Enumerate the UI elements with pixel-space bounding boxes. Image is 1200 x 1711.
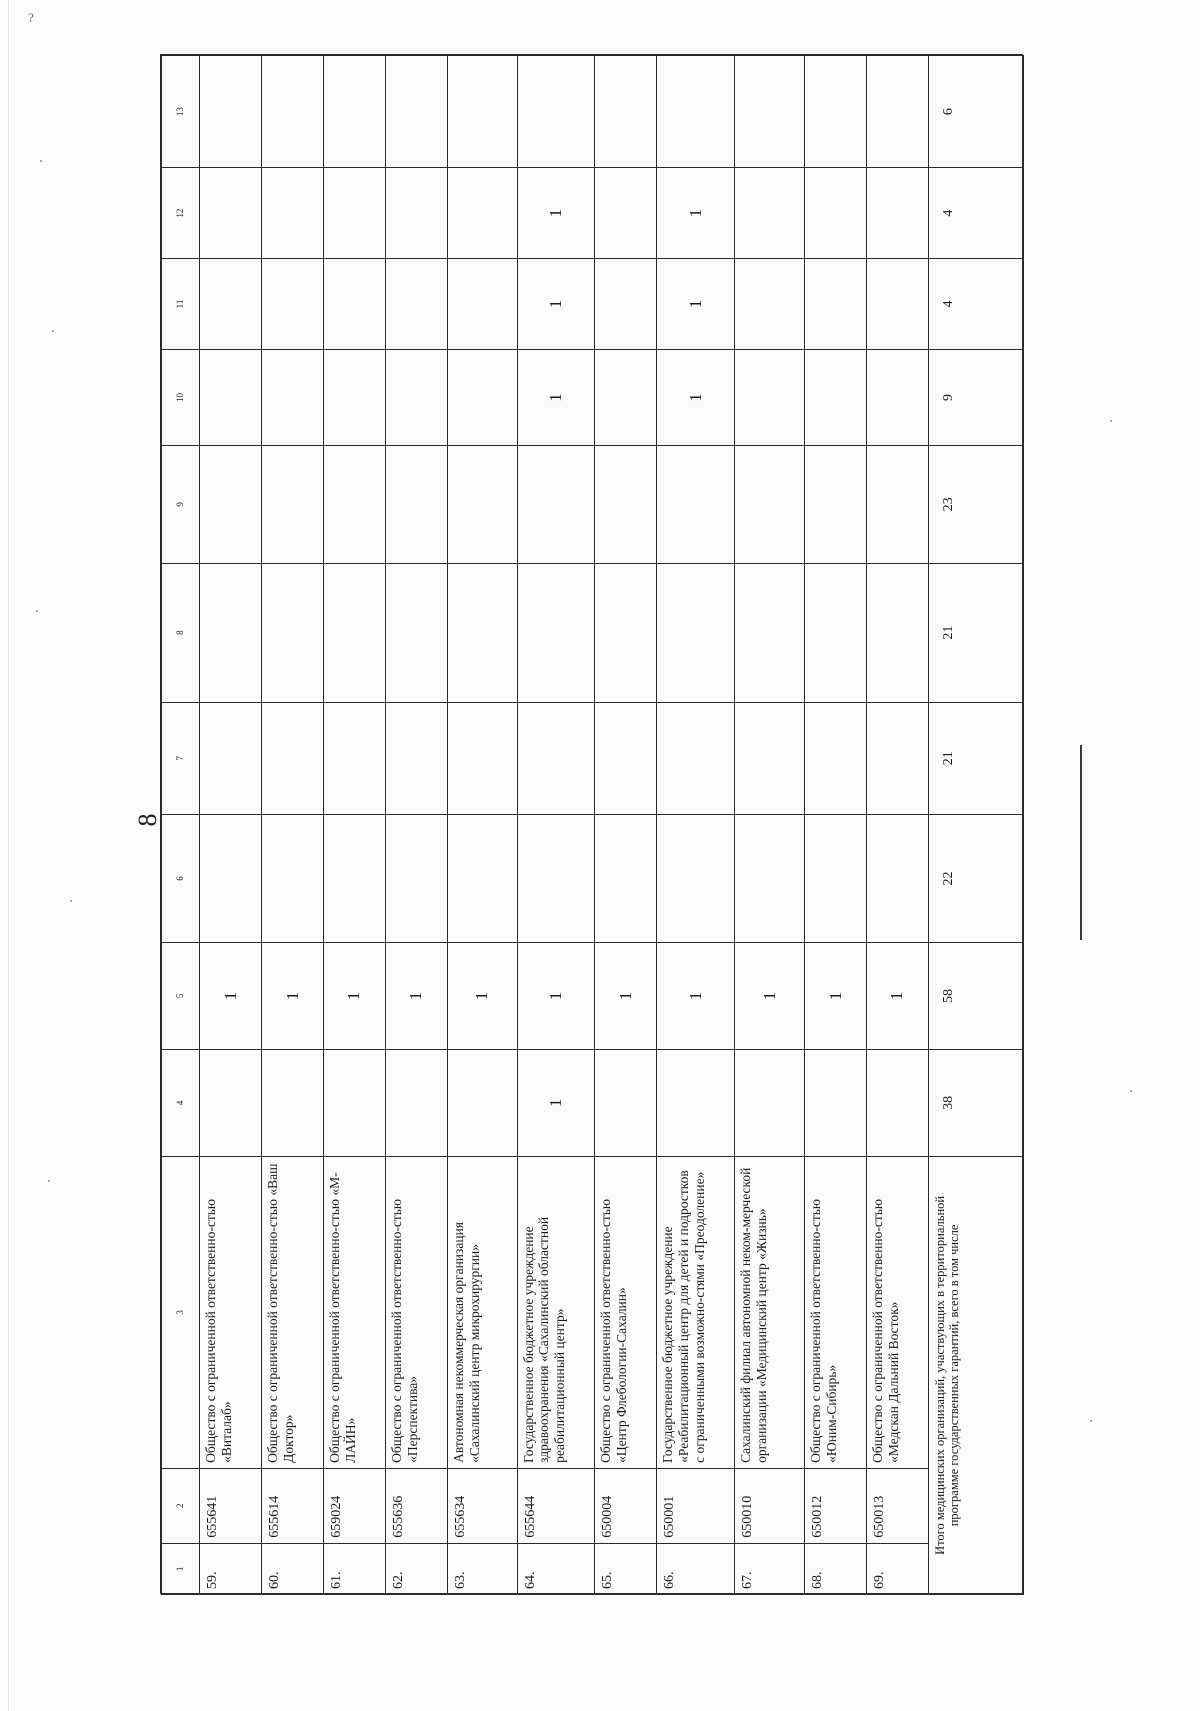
value-cell-col-5: 1	[517, 943, 595, 1050]
rotated-table-frame	[160, 54, 1023, 1594]
org-name-cell: Государственное бюджетное учреждение здравоохранения «Сахалинский областной реабилитационный центр»	[517, 1156, 595, 1468]
row-number-cell: 63.	[447, 1543, 517, 1594]
value-cell-col-4	[200, 1049, 262, 1156]
value-cell-col-5: 1	[447, 943, 517, 1050]
value-cell-col-11	[200, 259, 262, 350]
total-value-col-7: 21	[928, 702, 1023, 814]
total-value-col-5: 58	[928, 943, 1023, 1050]
value-cell-col-6	[735, 814, 805, 942]
value-cell-col-4	[385, 1049, 447, 1156]
total-value-col-12: 4	[928, 168, 1023, 259]
row-number-cell: 61.	[324, 1543, 386, 1594]
value-cell-col-4	[805, 1049, 867, 1156]
column-number-row	[162, 56, 200, 1595]
column-number-cell: 13	[162, 56, 200, 168]
total-value-col-10: 9	[928, 349, 1023, 445]
value-cell-col-11	[805, 259, 867, 350]
value-cell-col-10	[262, 349, 324, 445]
scan-speck	[1090, 1420, 1092, 1422]
org-code-cell: 659024	[324, 1468, 386, 1543]
column-number-cell: 8	[162, 563, 200, 702]
value-cell-col-8	[324, 563, 386, 702]
value-cell-col-5: 1	[385, 943, 447, 1050]
row-number-cell: 68.	[805, 1543, 867, 1594]
value-cell-col-11: 1	[517, 259, 595, 350]
value-cell-col-7	[447, 702, 517, 814]
org-name-cell: Сахалинский филиал автономной неком-мерческой организации «Медицинский центр «Жизнь»	[735, 1156, 805, 1468]
value-cell-col-7	[324, 702, 386, 814]
value-cell-col-8	[866, 563, 928, 702]
table-row	[517, 56, 595, 1595]
value-cell-col-11	[324, 259, 386, 350]
org-code-cell: 655641	[200, 1468, 262, 1543]
value-cell-col-9	[735, 446, 805, 564]
value-cell-col-4	[866, 1049, 928, 1156]
value-cell-col-6	[262, 814, 324, 942]
value-cell-col-6	[324, 814, 386, 942]
value-cell-col-11	[262, 259, 324, 350]
value-cell-col-12: 1	[517, 168, 595, 259]
org-name-cell: Автономная некоммерческая организация «Сахалинский центр микрохирургии»	[447, 1156, 517, 1468]
value-cell-col-5: 1	[262, 943, 324, 1050]
value-cell-col-4: 1	[517, 1049, 595, 1156]
value-cell-col-8	[447, 563, 517, 702]
total-value-col-11: 4	[928, 259, 1023, 350]
value-cell-col-10: 1	[657, 349, 735, 445]
column-number-cell: 1	[162, 1543, 200, 1594]
value-cell-col-7	[657, 702, 735, 814]
scan-speck	[1130, 1090, 1132, 1092]
value-cell-col-10	[595, 349, 657, 445]
org-code-cell: 650010	[735, 1468, 805, 1543]
total-value-col-6: 22	[928, 814, 1023, 942]
value-cell-col-9	[447, 446, 517, 564]
org-name-cell: Общество с ограниченной ответственно-стью «Юним-Сибирь»	[805, 1156, 867, 1468]
table-row	[262, 56, 324, 1595]
org-code-cell: 655644	[517, 1468, 595, 1543]
value-cell-col-13	[517, 56, 595, 168]
value-cell-col-10	[324, 349, 386, 445]
table-row	[657, 56, 735, 1595]
value-cell-col-12	[735, 168, 805, 259]
value-cell-col-12: 1	[657, 168, 735, 259]
value-cell-col-10	[866, 349, 928, 445]
value-cell-col-11	[735, 259, 805, 350]
value-cell-col-8	[805, 563, 867, 702]
value-cell-col-9	[595, 446, 657, 564]
row-number-cell: 59.	[200, 1543, 262, 1594]
value-cell-col-5: 1	[805, 943, 867, 1050]
value-cell-col-8	[517, 563, 595, 702]
row-number-cell: 60.	[262, 1543, 324, 1594]
value-cell-col-13	[262, 56, 324, 168]
org-name-cell: Общество с ограниченной ответственно-стью «Центр Флебологии-Сахалин»	[595, 1156, 657, 1468]
column-number-cell: 12	[162, 168, 200, 259]
value-cell-col-8	[735, 563, 805, 702]
total-value-col-4: 38	[928, 1049, 1023, 1156]
value-cell-col-10	[385, 349, 447, 445]
value-cell-col-11	[385, 259, 447, 350]
value-cell-col-13	[866, 56, 928, 168]
org-name-cell: Общество с ограниченной ответственно-стью «Медскан Дальний Восток»	[866, 1156, 928, 1468]
row-number-cell: 64.	[517, 1543, 595, 1594]
value-cell-col-12	[805, 168, 867, 259]
value-cell-col-9	[324, 446, 386, 564]
value-cell-col-7	[517, 702, 595, 814]
organizations-table	[161, 55, 1024, 1595]
scan-edge-line	[8, 0, 9, 1711]
value-cell-col-12	[447, 168, 517, 259]
value-cell-col-6	[866, 814, 928, 942]
value-cell-col-4	[595, 1049, 657, 1156]
total-value-col-8: 21	[928, 563, 1023, 702]
value-cell-col-11: 1	[657, 259, 735, 350]
total-value-col-9: 23	[928, 446, 1023, 564]
scan-speck	[1110, 420, 1112, 422]
scan-speck	[52, 330, 54, 332]
value-cell-col-5: 1	[657, 943, 735, 1050]
value-cell-col-13	[200, 56, 262, 168]
table-row	[866, 56, 928, 1595]
value-cell-col-9	[657, 446, 735, 564]
value-cell-col-7	[262, 702, 324, 814]
value-cell-col-8	[595, 563, 657, 702]
org-code-cell: 650004	[595, 1468, 657, 1543]
value-cell-col-4	[657, 1049, 735, 1156]
value-cell-col-4	[447, 1049, 517, 1156]
value-cell-col-11	[866, 259, 928, 350]
value-cell-col-7	[735, 702, 805, 814]
row-number-cell: 67.	[735, 1543, 805, 1594]
scan-speck	[48, 1180, 50, 1182]
org-name-cell: Общество с ограниченной ответственно-стью «М-ЛАЙН»	[324, 1156, 386, 1468]
value-cell-col-7	[595, 702, 657, 814]
value-cell-col-12	[262, 168, 324, 259]
value-cell-col-4	[735, 1049, 805, 1156]
value-cell-col-13	[805, 56, 867, 168]
row-number-cell: 69.	[866, 1543, 928, 1594]
value-cell-col-13	[447, 56, 517, 168]
column-number-cell: 10	[162, 349, 200, 445]
scan-speck	[70, 900, 72, 902]
value-cell-col-4	[262, 1049, 324, 1156]
value-cell-col-8	[385, 563, 447, 702]
value-cell-col-9	[866, 446, 928, 564]
table-row	[385, 56, 447, 1595]
value-cell-col-11	[447, 259, 517, 350]
value-cell-col-7	[866, 702, 928, 814]
value-cell-col-13	[735, 56, 805, 168]
table-row	[595, 56, 657, 1595]
value-cell-col-6	[595, 814, 657, 942]
value-cell-col-6	[805, 814, 867, 942]
value-cell-col-10	[200, 349, 262, 445]
total-row	[928, 56, 1023, 1595]
org-name-cell: Общество с ограниченной ответственно-стью «Ваш Доктор»	[262, 1156, 324, 1468]
corner-mark: ?	[28, 10, 34, 25]
value-cell-col-12	[385, 168, 447, 259]
value-cell-col-7	[805, 702, 867, 814]
value-cell-col-7	[385, 702, 447, 814]
value-cell-col-13	[595, 56, 657, 168]
org-code-cell: 650001	[657, 1468, 735, 1543]
value-cell-col-5: 1	[866, 943, 928, 1050]
value-cell-col-8	[200, 563, 262, 702]
page-number: 8	[133, 813, 162, 827]
column-number-cell: 7	[162, 702, 200, 814]
value-cell-col-12	[200, 168, 262, 259]
org-code-cell: 655636	[385, 1468, 447, 1543]
org-name-cell: Государственное бюджетное учреждение «Реабилитационный центр для детей и подростков с ограниченными возможно-стями «Преодоление»	[657, 1156, 735, 1468]
table-row	[324, 56, 386, 1595]
value-cell-col-13	[324, 56, 386, 168]
value-cell-col-9	[805, 446, 867, 564]
table-row	[447, 56, 517, 1595]
org-code-cell: 655634	[447, 1468, 517, 1543]
value-cell-col-6	[447, 814, 517, 942]
value-cell-col-10	[735, 349, 805, 445]
table-row	[200, 56, 262, 1595]
value-cell-col-5: 1	[200, 943, 262, 1050]
value-cell-col-7	[200, 702, 262, 814]
total-label-cell: Итого медицинских организаций, участвующих в территориальной программе государственных гарантий, всего в том числе	[928, 1156, 1023, 1594]
row-number-cell: 66.	[657, 1543, 735, 1594]
value-cell-col-5: 1	[595, 943, 657, 1050]
value-cell-col-6	[200, 814, 262, 942]
value-cell-col-5: 1	[735, 943, 805, 1050]
column-number-cell: 11	[162, 259, 200, 350]
column-number-cell: 5	[162, 943, 200, 1050]
margin-rule	[1080, 745, 1082, 940]
org-name-cell: Общество с ограниченной ответственно-стью «Виталаб»	[200, 1156, 262, 1468]
table-row	[805, 56, 867, 1595]
value-cell-col-9	[262, 446, 324, 564]
org-name-cell: Общество с ограниченной ответственно-стью «Перспектива»	[385, 1156, 447, 1468]
value-cell-col-6	[385, 814, 447, 942]
column-number-cell: 4	[162, 1049, 200, 1156]
value-cell-col-4	[324, 1049, 386, 1156]
value-cell-col-9	[385, 446, 447, 564]
table-row	[735, 56, 805, 1595]
value-cell-col-5: 1	[324, 943, 386, 1050]
row-number-cell: 65.	[595, 1543, 657, 1594]
row-number-cell: 62.	[385, 1543, 447, 1594]
value-cell-col-12	[324, 168, 386, 259]
org-code-cell: 655614	[262, 1468, 324, 1543]
column-number-cell: 3	[162, 1156, 200, 1468]
column-number-cell: 2	[162, 1468, 200, 1543]
value-cell-col-6	[657, 814, 735, 942]
value-cell-col-9	[200, 446, 262, 564]
scan-speck	[36, 610, 38, 612]
column-number-cell: 6	[162, 814, 200, 942]
value-cell-col-8	[657, 563, 735, 702]
column-number-cell: 9	[162, 446, 200, 564]
value-cell-col-13	[657, 56, 735, 168]
value-cell-col-10: 1	[517, 349, 595, 445]
value-cell-col-6	[517, 814, 595, 942]
value-cell-col-12	[595, 168, 657, 259]
value-cell-col-13	[385, 56, 447, 168]
org-code-cell: 650013	[866, 1468, 928, 1543]
scan-speck	[40, 160, 42, 162]
value-cell-col-11	[595, 259, 657, 350]
total-value-col-13: 6	[928, 56, 1023, 168]
org-code-cell: 650012	[805, 1468, 867, 1543]
value-cell-col-8	[262, 563, 324, 702]
value-cell-col-12	[866, 168, 928, 259]
value-cell-col-10	[805, 349, 867, 445]
value-cell-col-10	[447, 349, 517, 445]
value-cell-col-9	[517, 446, 595, 564]
